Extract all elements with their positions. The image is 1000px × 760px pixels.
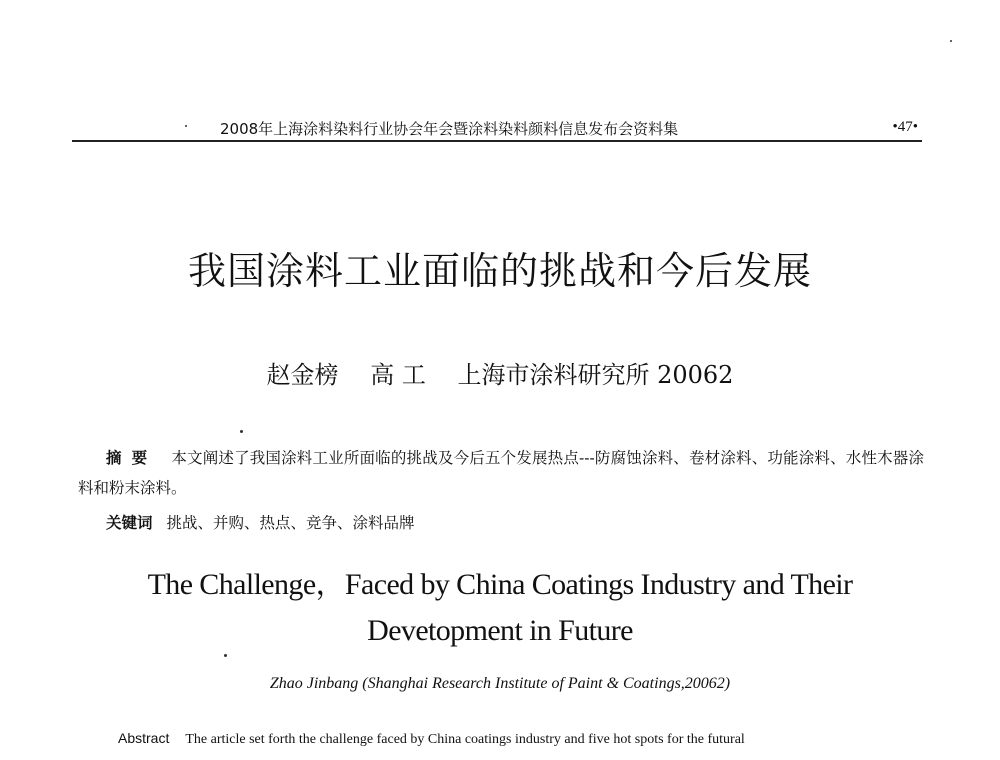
author-name: 赵金榜	[266, 361, 339, 389]
scan-speck	[185, 125, 187, 127]
keywords-chinese	[106, 511, 906, 533]
author-position: 高 工	[370, 361, 426, 389]
abstract-label-chinese: 摘要	[106, 448, 158, 467]
page-number: •47•	[892, 119, 918, 135]
header-rule	[72, 140, 922, 142]
keywords-label: 关键词	[106, 513, 153, 532]
author-line-chinese	[0, 355, 1000, 390]
scan-speck	[950, 40, 952, 42]
abstract-text-english: The article set forth the challenge faced by China coatings industry and five hot spots for the futural	[185, 732, 745, 747]
paper-title-english	[0, 562, 1000, 654]
keywords-text: 挑战、并购、热点、竞争、涂料品牌	[166, 514, 415, 532]
english-title-line-1: The Challenge，Faced by China Coatings Industry and Their	[147, 568, 853, 601]
abstract-english	[118, 730, 888, 748]
abstract-text-chinese: 本文阐述了我国涂料工业所面临的挑战及今后五个发展热点---防腐蚀涂料、卷材涂料、功能涂料、水性木器涂料和粉末涂料。	[78, 449, 924, 497]
author-line-english: Zhao Jinbang (Shanghai Research Institute of Paint & Coatings,20062)	[269, 675, 731, 692]
abstract-label-english: Abstract	[118, 730, 170, 746]
english-title-line-2: Devetopment in Future	[367, 614, 633, 647]
running-header	[72, 116, 920, 142]
journal-header-title: 2008年上海涂料染料行业协会年会暨涂料染料颜料信息发布会资料集	[220, 120, 679, 138]
author-affiliation: 上海市涂料研究所 20062	[457, 361, 734, 389]
paper-title-chinese: 我国涂料工业面临的挑战和今后发展	[187, 249, 812, 293]
scan-speck	[224, 654, 227, 657]
scan-speck	[240, 430, 243, 433]
abstract-chinese	[78, 443, 924, 503]
